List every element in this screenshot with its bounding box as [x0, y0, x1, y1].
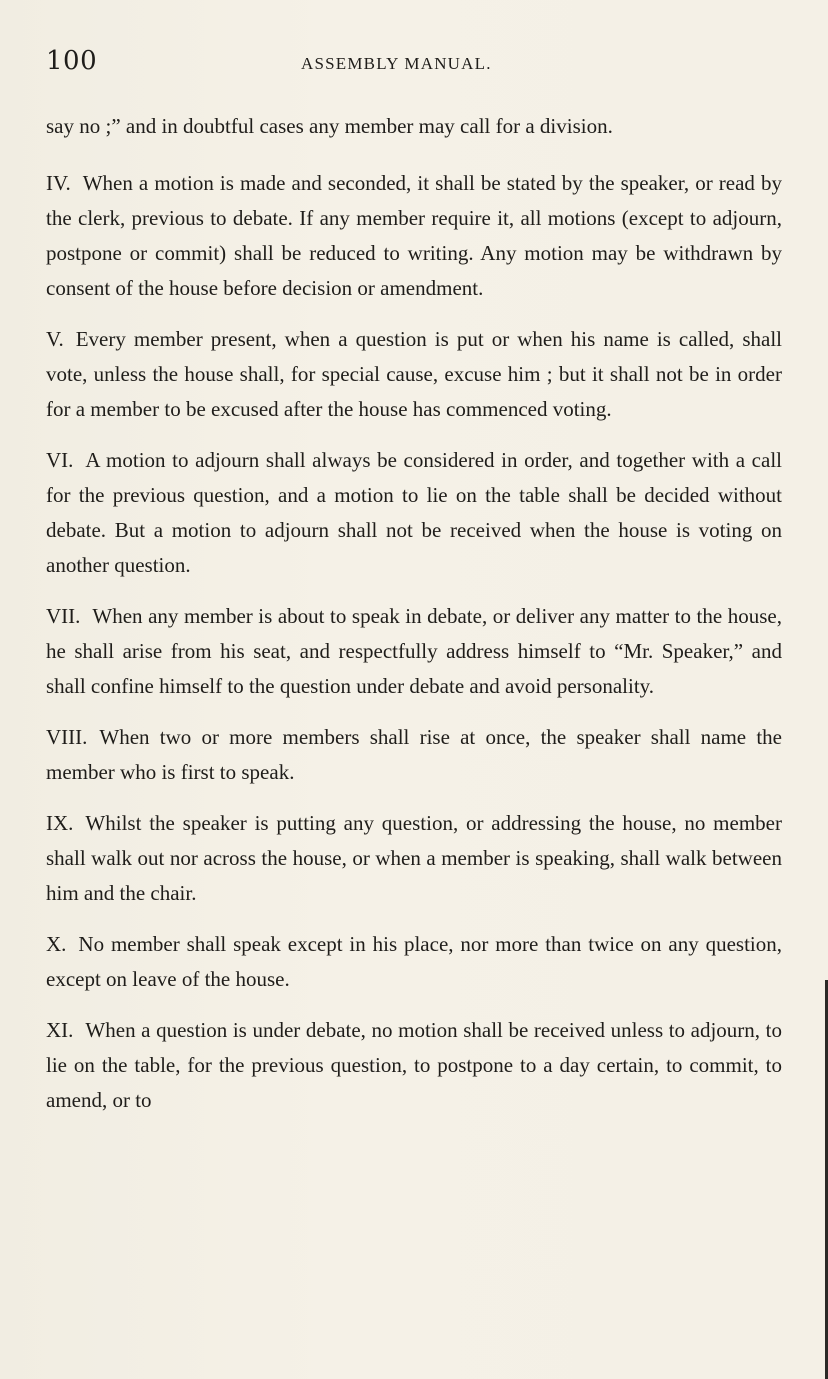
- rule-vi: [46, 443, 782, 583]
- paragraph-text: say no ;” and in doubtful cases any member may call for a division.: [46, 114, 613, 138]
- running-title: ASSEMBLY MANUAL.: [301, 54, 492, 73]
- rule-numeral: VIII.: [46, 725, 88, 749]
- page-body: [46, 109, 782, 1134]
- rule-numeral: IV.: [46, 171, 71, 195]
- rule-numeral: X.: [46, 932, 67, 956]
- paragraph-text: When two or more members shall rise at once, the speaker shall name the member who is first to speak.: [46, 725, 782, 784]
- rule-viii: [46, 720, 782, 790]
- paragraph-text: No member shall speak except in his place, nor more than twice on any question, except on leave of the house.: [46, 932, 782, 991]
- rule-x: [46, 927, 782, 997]
- rule-numeral: XI.: [46, 1018, 74, 1042]
- paragraph-text: A motion to adjourn shall always be considered in order, and together with a call for the previous question, and a motion to lie on the table shall be decided without debate. But a motion to adjourn shall not be received when the house is voting on another question.: [46, 448, 782, 577]
- paragraph-text: Whilst the speaker is putting any question, or addressing the house, no member shall walk out nor across the house, or when a member is speaking, shall walk between him and the chair.: [46, 811, 782, 905]
- rule-vii: [46, 599, 782, 704]
- rule-iv: [46, 166, 782, 306]
- rule-v: [46, 322, 782, 427]
- rule-numeral: V.: [46, 327, 64, 351]
- rule-xi: [46, 1013, 782, 1118]
- paragraph-text: When any member is about to speak in debate, or deliver any matter to the house, he shall arise from his seat, and respectfully address himself to “Mr. Speaker,” and shall confine himself to the question under debate and avoid personality.: [46, 604, 782, 698]
- page-header: [46, 46, 786, 80]
- paragraph-text: Every member present, when a question is put or when his name is called, shall vote, unless the house shall, for special cause, excuse him ; but it shall not be in order for a member to be excused after the house has commenced voting.: [46, 327, 782, 421]
- paragraph-text: When a question is under debate, no motion shall be received unless to adjourn, to lie on the table, for the previous question, to postpone to a day certain, to commit, to amend, or to: [46, 1018, 782, 1112]
- rule-numeral: VII.: [46, 604, 81, 628]
- rule-ix: [46, 806, 782, 911]
- rule-numeral: VI.: [46, 448, 74, 472]
- rule-numeral: IX.: [46, 811, 74, 835]
- paragraph-continuation: [46, 109, 782, 144]
- paragraph-text: When a motion is made and seconded, it shall be stated by the speaker, or read by the clerk, previous to debate. If any member require it, all motions (except to adjourn, postpone or commit) shall be reduced to writing. Any motion may be withdrawn by consent of the house before decision or amendment.: [46, 171, 782, 300]
- page-number: 100: [46, 46, 98, 76]
